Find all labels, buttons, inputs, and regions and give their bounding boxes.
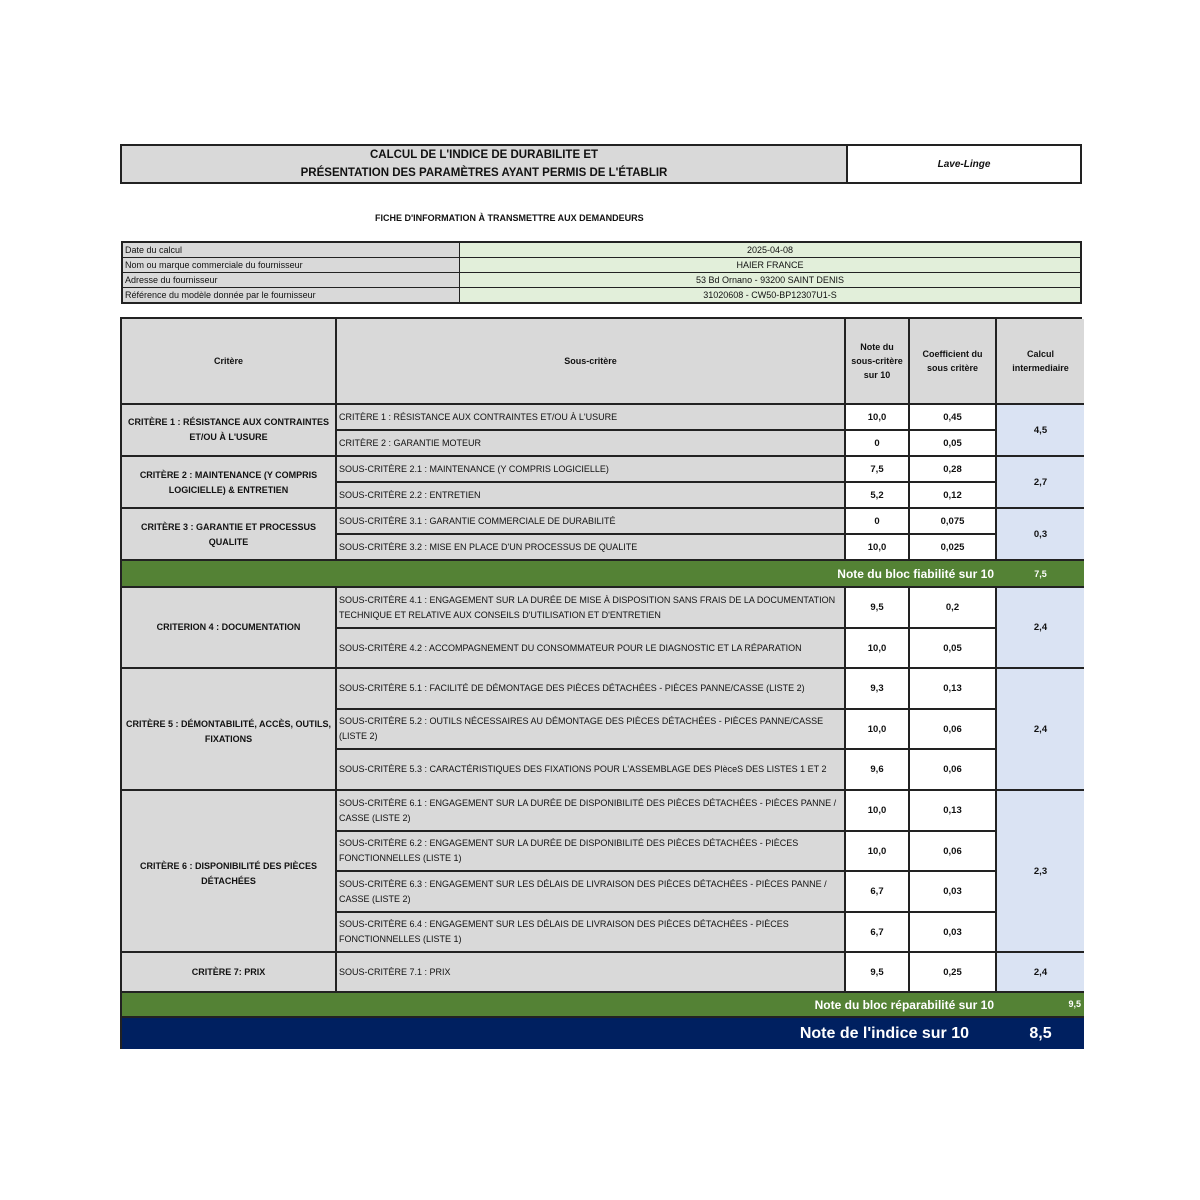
info-value: 53 Bd Ornano - 93200 SAINT DENIS (460, 273, 1082, 288)
sub-criterion-coef: 0,05 (910, 431, 997, 457)
fiabilite-label: Note du bloc fiabilité sur 10 (122, 561, 997, 588)
info-label: Référence du modèle donnée par le fournisseur (122, 288, 460, 304)
sub-criterion-label: SOUS-CRITÈRE 6.1 : ENGAGEMENT SUR LA DURÉE DE DISPONIBILITÉ DES PIÈCES DÉTACHÉES - PIÈCES PANNE / CASSE (LISTE 2) (337, 791, 846, 832)
info-label: Adresse du fournisseur (122, 273, 460, 288)
sub-criterion-note: 10,0 (846, 791, 910, 832)
sub-criterion-label: SOUS-CRITÈRE 6.3 : ENGAGEMENT SUR LES DÉLAIS DE LIVRAISON DES PIÈCES DÉTACHÉES - PIÈCES PANNE / CASSE (LISTE 2) (337, 872, 846, 913)
sub-criterion-note: 6,7 (846, 872, 910, 913)
reparabilite-label: Note du bloc réparabilité sur 10 (122, 993, 997, 1018)
title-line-1: CALCUL DE L'INDICE DE DURABILITE ET (369, 149, 599, 161)
indice-label: Note de l'indice sur 10 (122, 1018, 997, 1049)
sub-criterion-coef: 0,13 (910, 791, 997, 832)
sub-criterion-coef: 0,05 (910, 629, 997, 669)
criterion-calc: 4,5 (997, 405, 1084, 457)
sub-criterion-note: 10,0 (846, 405, 910, 431)
sub-criterion-label: SOUS-CRITÈRE 2.2 : ENTRETIEN (337, 483, 846, 509)
info-row (122, 288, 1081, 304)
criterion-label: CRITÈRE 3 : GARANTIE ET PROCESSUS QUALITE (122, 509, 337, 561)
info-value: 2025-04-08 (460, 242, 1082, 258)
sub-criterion-label: CRITÈRE 1 : RÉSISTANCE AUX CONTRAINTES ET/OU À L'USURE (337, 405, 846, 431)
sub-criterion-note: 9,6 (846, 750, 910, 791)
header-calc: Calcul intermediaire (997, 319, 1084, 405)
sub-criterion-note: 0 (846, 431, 910, 457)
indice-value: 8,5 (997, 1018, 1084, 1049)
product-category: Lave-Linge (848, 146, 1080, 182)
header-note: Note du sous-critère sur 10 (846, 319, 910, 405)
criterion-label: CRITÈRE 7: PRIX (122, 953, 337, 993)
criterion-label: CRITÈRE 1 : RÉSISTANCE AUX CONTRAINTES ET/OU À L'USURE (122, 405, 337, 457)
info-label: Date du calcul (122, 242, 460, 258)
sub-criterion-coef: 0,2 (910, 588, 997, 629)
sub-criterion-note: 9,5 (846, 588, 910, 629)
sub-criterion-coef: 0,03 (910, 913, 997, 953)
info-row (122, 242, 1081, 258)
sub-criterion-note: 10,0 (846, 629, 910, 669)
sub-criterion-label: SOUS-CRITÈRE 6.4 : ENGAGEMENT SUR LES DÉLAIS DE LIVRAISON DES PIÈCES DÉTACHÉES - PIÈCES FONCTIONNELLES (LISTE 1) (337, 913, 846, 953)
supplier-info-table (121, 241, 1082, 304)
sub-criterion-note: 10,0 (846, 710, 910, 750)
title-box (120, 144, 1082, 184)
sub-criterion-note: 6,7 (846, 913, 910, 953)
sub-criterion-note: 9,3 (846, 669, 910, 710)
info-row (122, 258, 1081, 273)
sub-criterion-coef: 0,06 (910, 750, 997, 791)
criterion-calc: 0,3 (997, 509, 1084, 561)
sub-criterion-label: SOUS-CRITÈRE 5.2 : OUTILS NÉCESSAIRES AU DÉMONTAGE DES PIÈCES DÉTACHÉES - PIÈCES PANNE/CASSE (LISTE 2) (337, 710, 846, 750)
sub-criterion-label: SOUS-CRITÈRE 3.1 : GARANTIE COMMERCIALE DE DURABILITÉ (337, 509, 846, 535)
sub-criterion-label: SOUS-CRITÈRE 3.2 : MISE EN PLACE D'UN PROCESSUS DE QUALITE (337, 535, 846, 561)
sub-criterion-note: 5,2 (846, 483, 910, 509)
title-line-2: PRÉSENTATION DES PARAMÈTRES AYANT PERMIS DE L'ÉTABLIR (300, 167, 668, 179)
sub-criterion-coef: 0,25 (910, 953, 997, 993)
sub-criterion-coef: 0,075 (910, 509, 997, 535)
sub-criterion-coef: 0,03 (910, 872, 997, 913)
criterion-calc: 2,4 (997, 669, 1084, 791)
criterion-label: CRITERION 4 : DOCUMENTATION (122, 588, 337, 669)
sub-criterion-note: 10,0 (846, 535, 910, 561)
sub-criterion-note: 0 (846, 509, 910, 535)
page-title (122, 146, 848, 182)
info-value: 31020608 - CW50-BP12307U1-S (460, 288, 1082, 304)
sub-criterion-label: SOUS-CRITÈRE 5.1 : FACILITÉ DE DÉMONTAGE DES PIÈCES DÉTACHÉES - PIÈCES PANNE/CASSE (LISTE 2) (337, 669, 846, 710)
sub-criterion-note: 9,5 (846, 953, 910, 993)
header-critere: Critère (122, 319, 337, 405)
sub-criterion-coef: 0,06 (910, 710, 997, 750)
info-value: HAIER FRANCE (460, 258, 1082, 273)
criteria-table (120, 317, 1082, 1049)
sub-criterion-label: SOUS-CRITÈRE 2.1 : MAINTENANCE (Y COMPRIS LOGICIELLE) (337, 457, 846, 483)
sub-criterion-note: 7,5 (846, 457, 910, 483)
sub-criterion-label: SOUS-CRITÈRE 6.2 : ENGAGEMENT SUR LA DURÉE DE DISPONIBILITÉ DES PIÈCES DÉTACHÉES - PIÈCES FONCTIONNELLES (LISTE 1) (337, 832, 846, 872)
criterion-label: CRITÈRE 5 : DÉMONTABILITÉ, ACCÈS, OUTILS, FIXATIONS (122, 669, 337, 791)
sub-criterion-label: SOUS-CRITÈRE 7.1 : PRIX (337, 953, 846, 993)
sub-criterion-coef: 0,025 (910, 535, 997, 561)
criterion-calc: 2,4 (997, 588, 1084, 669)
sub-criterion-coef: 0,28 (910, 457, 997, 483)
criterion-label: CRITÈRE 2 : MAINTENANCE (Y COMPRIS LOGICIELLE) & ENTRETIEN (122, 457, 337, 509)
reparabilite-value: 9,5 (997, 993, 1084, 1018)
fiabilite-value: 7,5 (997, 561, 1084, 588)
criterion-calc: 2,3 (997, 791, 1084, 953)
header-sous-critere: Sous-critère (337, 319, 846, 405)
criterion-calc: 2,4 (997, 953, 1084, 993)
sub-criterion-note: 10,0 (846, 832, 910, 872)
sub-criterion-label: SOUS-CRITÈRE 4.2 : ACCOMPAGNEMENT DU CONSOMMATEUR POUR LE DIAGNOSTIC ET LA RÉPARATION (337, 629, 846, 669)
sub-criterion-coef: 0,12 (910, 483, 997, 509)
sub-criterion-label: CRITÈRE 2 : GARANTIE MOTEUR (337, 431, 846, 457)
sub-criterion-coef: 0,06 (910, 832, 997, 872)
header-coef: Coefficient du sous critère (910, 319, 997, 405)
subheading: FICHE D'INFORMATION À TRANSMETTRE AUX DEMANDEURS (375, 213, 644, 223)
sub-criterion-label: SOUS-CRITÈRE 5.3 : CARACTÉRISTIQUES DES FIXATIONS POUR L'ASSEMBLAGE DES PIèceS DES LISTES 1 ET 2 (337, 750, 846, 791)
sub-criterion-label: SOUS-CRITÈRE 4.1 : ENGAGEMENT SUR LA DURÉE DE MISE À DISPOSITION SANS FRAIS DE LA DOCUMENTATION TECHNIQUE ET RELATIVE AUX CONSEILS D'UTILISATION ET D'ENTRETIEN (337, 588, 846, 629)
info-label: Nom ou marque commerciale du fournisseur (122, 258, 460, 273)
criterion-label: CRITÈRE 6 : DISPONIBILITÉ DES PIÈCES DÉTACHÉES (122, 791, 337, 953)
sub-criterion-coef: 0,45 (910, 405, 997, 431)
criterion-calc: 2,7 (997, 457, 1084, 509)
info-row (122, 273, 1081, 288)
sub-criterion-coef: 0,13 (910, 669, 997, 710)
